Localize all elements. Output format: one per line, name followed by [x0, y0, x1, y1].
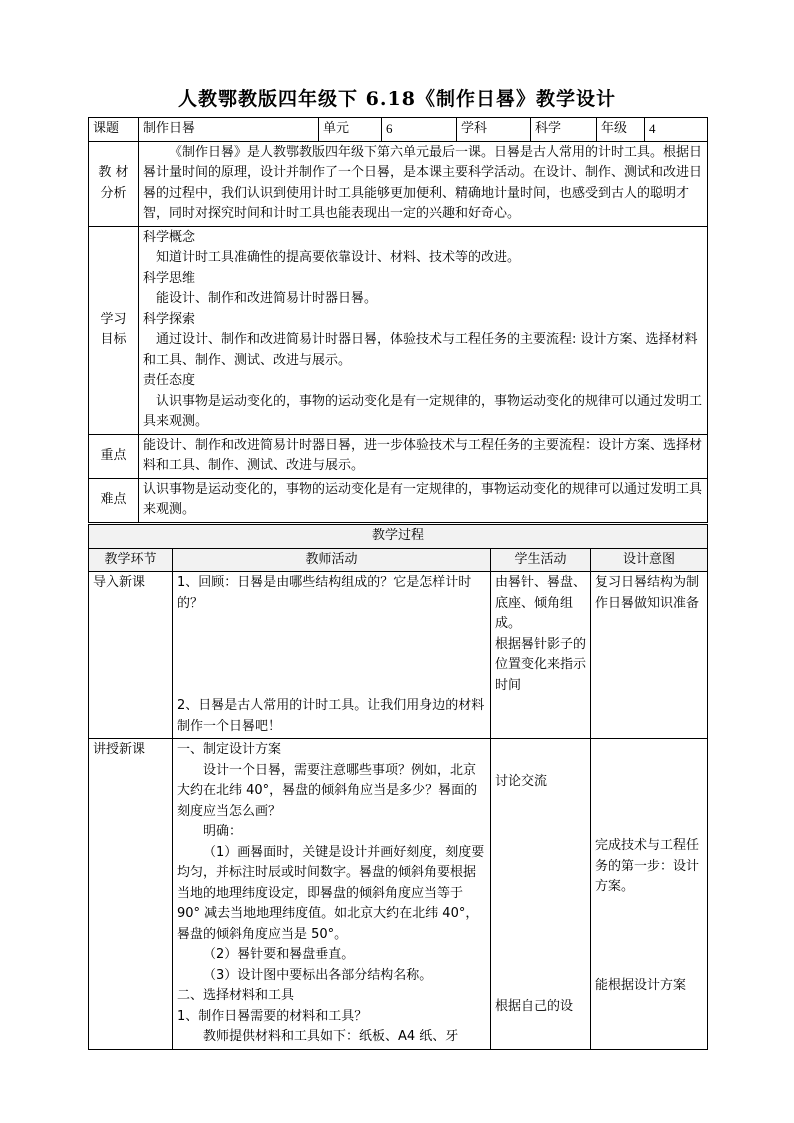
paragraph: 设计一个日晷，需要注意哪些事项？例如，北京大约在北纬 40°，晷盘的倾斜角应当是多少？晷面的刻度应当怎么画？: [177, 762, 478, 819]
goals-label: 学习 目标: [89, 226, 139, 434]
course-label: 课题: [89, 118, 139, 142]
paragraph: 明确：: [203, 824, 243, 839]
intro-student-1: 由晷针、晷盘、底座、倾角组成。: [495, 575, 587, 631]
lecture-intent-cell: [591, 739, 708, 1050]
subject-value: 科学: [531, 118, 597, 142]
goal-heading: 责任态度: [143, 373, 196, 388]
difficulty-label: 难点: [89, 478, 139, 522]
course-value: 制作日晷: [139, 118, 319, 142]
unit-label: 单元: [319, 118, 382, 142]
stage-lecture: 讲授新课: [89, 739, 173, 1050]
intro-row: [89, 572, 708, 739]
key-point-label: 重点: [89, 434, 139, 478]
design-intent: 完成技术与工程任务的第一步：设计方案。: [595, 838, 700, 894]
goal-text: 认识事物是运动变化的，事物的运动变化是有一定规律的，事物运动变化的规律可以通过发明工具来观测。: [143, 393, 703, 429]
goal-heading: 科学概念: [143, 229, 196, 245]
analysis-label: 教 材 分析: [89, 141, 139, 226]
goal-text: 能设计、制作和改进简易计时器日晷。: [156, 291, 378, 306]
column-header: 学生活动: [491, 548, 591, 572]
student-activity: 根据自己的设: [495, 998, 574, 1014]
section-heading: 一、制定设计方案: [177, 742, 282, 757]
intro-teacher-step-2: 2、日晷是古人常用的计时工具。让我们用身边的材料制作一个日晷吧！: [177, 698, 485, 734]
lesson-info-table: [88, 117, 708, 523]
teaching-process-table: [88, 524, 708, 1050]
goal-text: 知道计时工具准确性的提高要依靠设计、材料、技术等的改进。: [156, 250, 521, 265]
key-point-row: [89, 434, 708, 478]
process-column-header-row: [89, 548, 708, 572]
info-header-row: [89, 118, 708, 142]
process-title: 教学过程: [89, 525, 708, 549]
key-point-text: 能设计、制作和改进简易计时器日晷，进一步体验技术与工程任务的主要流程：设计方案、选择材料和工具、制作、测试、改进与展示。: [139, 434, 708, 478]
paragraph: （2）晷针要和晷盘垂直。: [203, 947, 355, 962]
lecture-teacher-cell: [173, 739, 491, 1050]
section-heading: 二、选择材料和工具: [177, 988, 295, 1003]
paragraph: 教师提供材料和工具如下：纸板、A4 纸、牙: [203, 1029, 459, 1044]
process-title-row: [89, 525, 708, 549]
paragraph: （3）设计图中要标出各部分结构名称。: [203, 967, 433, 983]
intro-teacher-step-1: 1、回顾：日晷是由哪些结构组成的？它是怎样计时的？: [177, 575, 472, 611]
unit-value: 6: [382, 118, 457, 142]
intro-student-2: 根据晷针影子的位置变化来指示时间: [495, 636, 587, 693]
intro-student-cell: [491, 572, 591, 739]
student-activity: 讨论交流: [495, 774, 548, 789]
paragraph: （1）画晷面时，关键是设计并画好刻度，刻度要均匀，并标注时辰或时间数字。晷盘的倾斜角要根据当地的地理纬度设定，即晷盘的倾斜角度应当等于 90° 减去当地地理纬度值。如北京大约在北纬 40°，晷盘的倾斜角度应当是 50°。: [177, 844, 485, 942]
difficulty-text: 认识事物是运动变化的，事物的运动变化是有一定规律的，事物运动变化的规律可以通过发明工具来观测。: [139, 478, 708, 522]
column-header: 教师活动: [173, 548, 491, 572]
analysis-row: [89, 141, 708, 226]
goal-heading: 科学思维: [143, 270, 196, 286]
page-title: 人教鄂教版四年级下 6.18《制作日晷》教学设计: [178, 88, 616, 110]
column-header: 设计意图: [591, 548, 708, 572]
analysis-text: 《制作日晷》是人教鄂教版四年级下第六单元最后一课。日晷是古人常用的计时工具。根据日晷计量时间的原理，设计并制作了一个日晷，是本课主要科学活动。在设计、制作、测试和改进日晷的过程中，我们认识到使用计时工具能够更加便利、精确地计量时间，也感受到古人的聪明才智，同时对探究时间和计时工具也能表现出一定的兴趣和好奇心。: [139, 141, 708, 226]
grade-label: 年级: [597, 118, 645, 142]
paragraph: 1、制作日晷需要的材料和工具？: [177, 1008, 368, 1024]
intro-intent: 复习日晷结构为制作日晷做知识准备: [591, 572, 708, 739]
design-intent: 能根据设计方案: [595, 977, 687, 993]
goal-heading: 科学探索: [143, 311, 196, 327]
difficulty-row: [89, 478, 708, 522]
goals-cell: [139, 226, 708, 434]
goals-row: [89, 226, 708, 434]
intro-teacher-cell: [173, 572, 491, 739]
subject-label: 学科: [457, 118, 531, 142]
lecture-student-cell: [491, 739, 591, 1050]
stage-intro: 导入新课: [89, 572, 173, 739]
column-header: 教学环节: [89, 548, 173, 572]
lecture-row: [89, 739, 708, 1050]
grade-value: 4: [645, 118, 708, 142]
goal-text: 通过设计、制作和改进简易计时器日晷，体验技术与工程任务的主要流程: 设计方案、选择材料和工具、制作、测试、改进与展示。: [143, 332, 698, 368]
